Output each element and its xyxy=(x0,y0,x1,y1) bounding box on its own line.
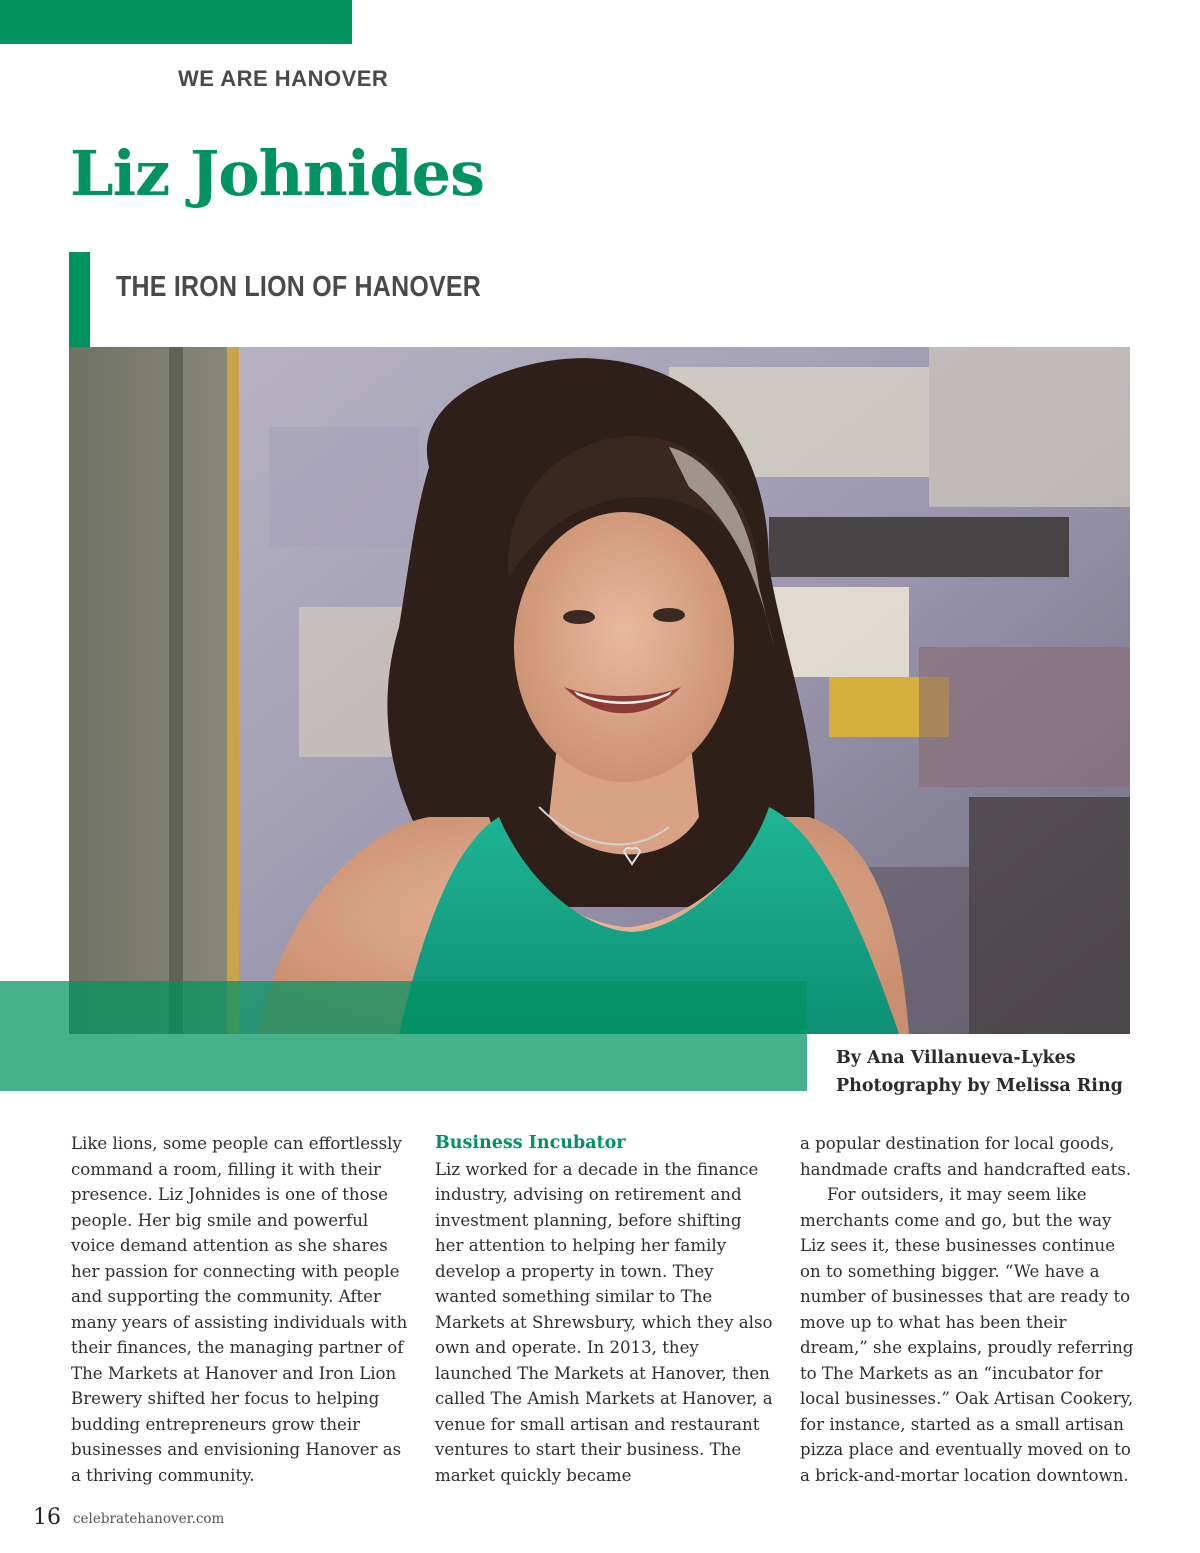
section-label: WE ARE HANOVER xyxy=(178,66,389,91)
article-subtitle: THE IRON LION OF HANOVER xyxy=(116,271,482,303)
body-column-3 xyxy=(800,1131,1135,1488)
body-column-2 xyxy=(435,1131,775,1488)
author-credit: By Ana Villanueva-Lykes xyxy=(836,1048,1076,1068)
article-title: Liz Johnides xyxy=(70,137,485,210)
photo-credit: Photography by Melissa Ring xyxy=(836,1076,1123,1096)
portrait-photo xyxy=(69,347,1130,1034)
body-paragraph: a popular destination for local goods, handmade crafts and handcrafted eats. xyxy=(800,1134,1132,1179)
subtitle-accent-bar xyxy=(69,252,90,348)
top-accent-bar xyxy=(0,0,352,44)
section-heading: Business Incubator xyxy=(435,1133,626,1153)
body-paragraph: Like lions, some people can effortlessly command a room, filling it with their presence. Liz Johnides is one of those people. Her big smile and powerful voice demand attention as she shares her passion for connecting with people and supporting the community. After many years of assisting individuals with their finances, the managing partner of The Markets at Hanover and Iron Lion Brewery shifted her focus to helping budding entrepreneurs grow their businesses and envisioning Hanover as a thriving community. xyxy=(71,1134,408,1485)
footer-url: celebratehanover.com xyxy=(73,1511,225,1527)
page-number: 16 xyxy=(33,1505,61,1530)
body-paragraph: Liz worked for a decade in the finance industry, advising on retirement and investment planning, before shifting her attention to helping her family develop a property in town. They wanted something similar to The Markets at Shrewsbury, which they also own and operate. In 2013, they launched The Markets at Hanover, then called The Amish Markets at Hanover, a venue for small artisan and restaurant ventures to start their business. The market quickly became xyxy=(435,1159,773,1485)
body-paragraph: For outsiders, it may seem like merchants come and go, but the way Liz sees it, these businesses continue on to something bigger. “We have a number of businesses that are ready to move up to what has been their dream,” she explains, proudly referring to The Markets as an “incubator for local businesses.” Oak Artisan Cookery, for instance, started as a small artisan pizza place and eventually moved on to a brick-and-mortar location downtown. xyxy=(800,1185,1134,1485)
body-column-1 xyxy=(71,1131,411,1488)
byline xyxy=(836,1044,1123,1100)
green-overlay-band xyxy=(0,981,807,1091)
